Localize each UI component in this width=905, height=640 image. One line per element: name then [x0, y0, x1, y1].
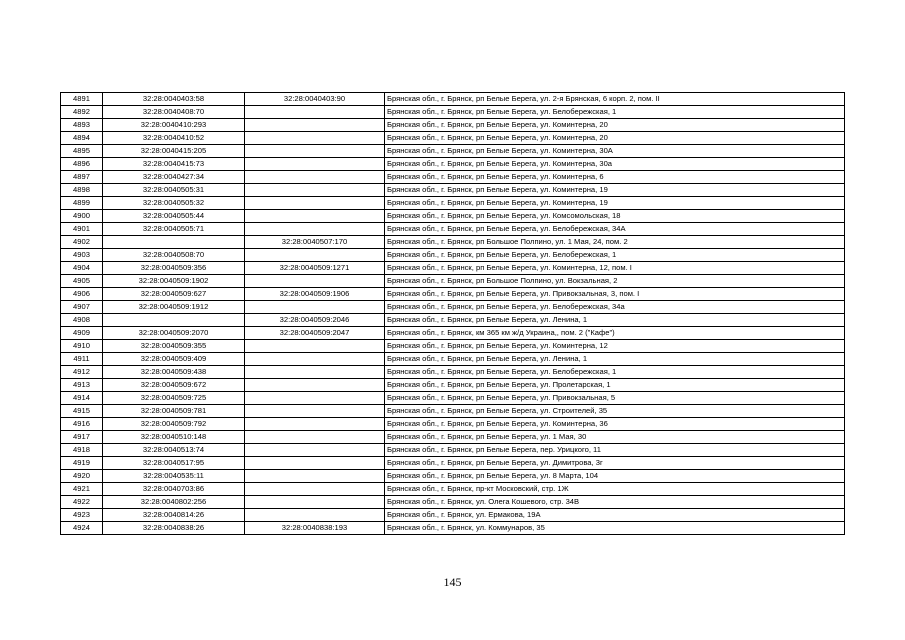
row-number-cell: 4924	[61, 522, 103, 535]
row-number-cell: 4895	[61, 145, 103, 158]
row-number-cell: 4918	[61, 444, 103, 457]
address-cell: Брянская обл., г. Брянск, ул. Ермакова, 19А	[385, 509, 845, 522]
parent-cadastral-number-cell: 32:28:0040509:2046	[245, 314, 385, 327]
row-number-cell: 4897	[61, 171, 103, 184]
page-number: 145	[443, 575, 462, 589]
parent-cadastral-number-cell	[245, 444, 385, 457]
table-row	[61, 405, 845, 418]
parent-cadastral-number-cell	[245, 132, 385, 145]
parent-cadastral-number-cell	[245, 184, 385, 197]
row-number-cell: 4913	[61, 379, 103, 392]
address-cell: Брянская обл., г. Брянск, рп Белые Берега, ул. 2-я Брянская, 6 корп. 2, пом. II	[385, 93, 845, 106]
address-cell: Брянская обл., г. Брянск, рп Белые Берега, ул. Коминтерна, 12, пом. I	[385, 262, 845, 275]
parent-cadastral-number-cell	[245, 457, 385, 470]
row-number-cell: 4922	[61, 496, 103, 509]
cadastral-number-cell: 32:28:0040415:205	[103, 145, 245, 158]
row-number-cell: 4914	[61, 392, 103, 405]
address-cell: Брянская обл., г. Брянск, рп Белые Берега, ул. Привокзальная, 3, пом. I	[385, 288, 845, 301]
row-number-cell: 4917	[61, 431, 103, 444]
address-cell: Брянская обл., г. Брянск, рп Белые Берега, ул. Ленина, 1	[385, 314, 845, 327]
row-number-cell: 4916	[61, 418, 103, 431]
table-row	[61, 171, 845, 184]
cadastral-number-cell: 32:28:0040509:409	[103, 353, 245, 366]
parent-cadastral-number-cell	[245, 405, 385, 418]
table-row	[61, 392, 845, 405]
parent-cadastral-number-cell: 32:28:0040509:2047	[245, 327, 385, 340]
parent-cadastral-number-cell: 32:28:0040403:90	[245, 93, 385, 106]
table-row	[61, 340, 845, 353]
table-row	[61, 288, 845, 301]
table-row	[61, 119, 845, 132]
table-row	[61, 496, 845, 509]
row-number-cell: 4923	[61, 509, 103, 522]
cadastral-number-cell: 32:28:0040410:293	[103, 119, 245, 132]
table-row	[61, 249, 845, 262]
table-row	[61, 444, 845, 457]
address-cell: Брянская обл., г. Брянск, км 365 км ж/д Украина,, пом. 2 ("Кафе")	[385, 327, 845, 340]
row-number-cell: 4891	[61, 93, 103, 106]
table-row	[61, 353, 845, 366]
parent-cadastral-number-cell: 32:28:0040509:1906	[245, 288, 385, 301]
parent-cadastral-number-cell	[245, 509, 385, 522]
row-number-cell: 4921	[61, 483, 103, 496]
parent-cadastral-number-cell	[245, 275, 385, 288]
cadastral-number-cell: 32:28:0040509:2070	[103, 327, 245, 340]
parent-cadastral-number-cell	[245, 379, 385, 392]
address-cell: Брянская обл., г. Брянск, рп Белые Берега, ул. Белобережская, 1	[385, 249, 845, 262]
row-number-cell: 4896	[61, 158, 103, 171]
address-cell: Брянская обл., г. Брянск, рп Белые Берега, ул. Строителей, 35	[385, 405, 845, 418]
parent-cadastral-number-cell	[245, 431, 385, 444]
row-number-cell: 4902	[61, 236, 103, 249]
address-cell: Брянская обл., г. Брянск, рп Белые Берега, ул. 1 Мая, 30	[385, 431, 845, 444]
parent-cadastral-number-cell: 32:28:0040507:170	[245, 236, 385, 249]
parent-cadastral-number-cell	[245, 119, 385, 132]
parent-cadastral-number-cell	[245, 145, 385, 158]
parent-cadastral-number-cell	[245, 210, 385, 223]
row-number-cell: 4893	[61, 119, 103, 132]
row-number-cell: 4894	[61, 132, 103, 145]
row-number-cell: 4906	[61, 288, 103, 301]
row-number-cell: 4903	[61, 249, 103, 262]
address-cell: Брянская обл., г. Брянск, рп Большое Полпино, ул. 1 Мая, 24, пом. 2	[385, 236, 845, 249]
table-row	[61, 184, 845, 197]
row-number-cell: 4910	[61, 340, 103, 353]
cadastral-register-table	[60, 92, 845, 535]
table-row	[61, 509, 845, 522]
address-cell: Брянская обл., г. Брянск, пр-кт Московский, стр. 1Ж	[385, 483, 845, 496]
cadastral-number-cell: 32:28:0040508:70	[103, 249, 245, 262]
parent-cadastral-number-cell	[245, 353, 385, 366]
cadastral-number-cell: 32:28:0040505:32	[103, 197, 245, 210]
address-cell: Брянская обл., г. Брянск, рп Белые Берега, ул. Белобережская, 34А	[385, 223, 845, 236]
address-cell: Брянская обл., г. Брянск, рп Белые Берега, ул. Пролетарская, 1	[385, 379, 845, 392]
address-cell: Брянская обл., г. Брянск, рп Белые Берега, ул. Коминтерна, 36	[385, 418, 845, 431]
row-number-cell: 4912	[61, 366, 103, 379]
address-cell: Брянская обл., г. Брянск, рп Большое Полпино, ул. Вокзальная, 2	[385, 275, 845, 288]
table-row	[61, 106, 845, 119]
table-body	[61, 93, 845, 535]
row-number-cell: 4908	[61, 314, 103, 327]
address-cell: Брянская обл., г. Брянск, рп Белые Берега, пер. Урицкого, 11	[385, 444, 845, 457]
row-number-cell: 4901	[61, 223, 103, 236]
address-cell: Брянская обл., г. Брянск, рп Белые Берега, ул. Коминтерна, 30а	[385, 158, 845, 171]
parent-cadastral-number-cell	[245, 158, 385, 171]
address-cell: Брянская обл., г. Брянск, рп Белые Берега, ул. Коминтерна, 19	[385, 197, 845, 210]
parent-cadastral-number-cell	[245, 301, 385, 314]
cadastral-number-cell: 32:28:0040408:70	[103, 106, 245, 119]
cadastral-number-cell: 32:28:0040509:355	[103, 340, 245, 353]
cadastral-number-cell: 32:28:0040509:725	[103, 392, 245, 405]
row-number-cell: 4892	[61, 106, 103, 119]
parent-cadastral-number-cell	[245, 249, 385, 262]
cadastral-number-cell: 32:28:0040509:1912	[103, 301, 245, 314]
table-row	[61, 327, 845, 340]
cadastral-number-cell	[103, 236, 245, 249]
address-cell: Брянская обл., г. Брянск, рп Белые Берега, ул. Коминтерна, 30А	[385, 145, 845, 158]
table-row	[61, 483, 845, 496]
parent-cadastral-number-cell	[245, 483, 385, 496]
table-row	[61, 431, 845, 444]
parent-cadastral-number-cell: 32:28:0040838:193	[245, 522, 385, 535]
table-row	[61, 93, 845, 106]
table-row	[61, 158, 845, 171]
table-row	[61, 418, 845, 431]
row-number-cell: 4900	[61, 210, 103, 223]
cadastral-number-cell: 32:28:0040403:58	[103, 93, 245, 106]
cadastral-number-cell: 32:28:0040427:34	[103, 171, 245, 184]
table-row	[61, 210, 845, 223]
table-row	[61, 275, 845, 288]
address-cell: Брянская обл., г. Брянск, рп Белые Берега, ул. Коминтерна, 20	[385, 132, 845, 145]
address-cell: Брянская обл., г. Брянск, рп Белые Берега, ул. Белобережская, 1	[385, 106, 845, 119]
row-number-cell: 4907	[61, 301, 103, 314]
table-row	[61, 197, 845, 210]
cadastral-number-cell: 32:28:0040510:148	[103, 431, 245, 444]
cadastral-number-cell: 32:28:0040509:438	[103, 366, 245, 379]
table-row	[61, 522, 845, 535]
cadastral-number-cell: 32:28:0040509:781	[103, 405, 245, 418]
address-cell: Брянская обл., г. Брянск, рп Белые Берега, ул. Коминтерна, 12	[385, 340, 845, 353]
parent-cadastral-number-cell	[245, 470, 385, 483]
address-cell: Брянская обл., г. Брянск, рп Белые Берега, ул. Ленина, 1	[385, 353, 845, 366]
cadastral-number-cell: 32:28:0040415:73	[103, 158, 245, 171]
parent-cadastral-number-cell: 32:28:0040509:1271	[245, 262, 385, 275]
cadastral-number-cell: 32:28:0040505:44	[103, 210, 245, 223]
address-cell: Брянская обл., г. Брянск, рп Белые Берега, ул. Привокзальная, 5	[385, 392, 845, 405]
table-row	[61, 470, 845, 483]
cadastral-number-cell: 32:28:0040509:627	[103, 288, 245, 301]
table-row	[61, 366, 845, 379]
address-cell: Брянская обл., г. Брянск, рп Белые Берега, ул. Белобережская, 1	[385, 366, 845, 379]
parent-cadastral-number-cell	[245, 418, 385, 431]
cadastral-number-cell: 32:28:0040703:86	[103, 483, 245, 496]
cadastral-number-cell: 32:28:0040517:95	[103, 457, 245, 470]
address-cell: Брянская обл., г. Брянск, рп Белые Берега, ул. 8 Марта, 104	[385, 470, 845, 483]
row-number-cell: 4920	[61, 470, 103, 483]
row-number-cell: 4898	[61, 184, 103, 197]
address-cell: Брянская обл., г. Брянск, рп Белые Берега, ул. Коминтерна, 6	[385, 171, 845, 184]
parent-cadastral-number-cell	[245, 392, 385, 405]
table-row	[61, 236, 845, 249]
row-number-cell: 4919	[61, 457, 103, 470]
address-cell: Брянская обл., г. Брянск, рп Белые Берега, ул. Белобережская, 34а	[385, 301, 845, 314]
cadastral-number-cell: 32:28:0040505:71	[103, 223, 245, 236]
parent-cadastral-number-cell	[245, 106, 385, 119]
cadastral-number-cell: 32:28:0040509:672	[103, 379, 245, 392]
cadastral-number-cell: 32:28:0040505:31	[103, 184, 245, 197]
cadastral-number-cell: 32:28:0040513:74	[103, 444, 245, 457]
cadastral-number-cell	[103, 314, 245, 327]
parent-cadastral-number-cell	[245, 197, 385, 210]
table-row	[61, 145, 845, 158]
row-number-cell: 4899	[61, 197, 103, 210]
cadastral-number-cell: 32:28:0040838:26	[103, 522, 245, 535]
table-row	[61, 262, 845, 275]
cadastral-number-cell: 32:28:0040509:792	[103, 418, 245, 431]
table-row	[61, 301, 845, 314]
address-cell: Брянская обл., г. Брянск, рп Белые Берега, ул. Димитрова, 3г	[385, 457, 845, 470]
row-number-cell: 4905	[61, 275, 103, 288]
address-cell: Брянская обл., г. Брянск, ул. Коммунаров, 35	[385, 522, 845, 535]
table-row	[61, 132, 845, 145]
row-number-cell: 4904	[61, 262, 103, 275]
address-cell: Брянская обл., г. Брянск, рп Белые Берега, ул. Коминтерна, 20	[385, 119, 845, 132]
cadastral-number-cell: 32:28:0040535:11	[103, 470, 245, 483]
table-row	[61, 379, 845, 392]
cadastral-number-cell: 32:28:0040814:26	[103, 509, 245, 522]
cadastral-number-cell: 32:28:0040802:256	[103, 496, 245, 509]
address-cell: Брянская обл., г. Брянск, рп Белые Берега, ул. Комсомольская, 18	[385, 210, 845, 223]
cadastral-number-cell: 32:28:0040509:1902	[103, 275, 245, 288]
table-row	[61, 223, 845, 236]
table-row	[61, 457, 845, 470]
address-cell: Брянская обл., г. Брянск, ул. Олега Кошевого, стр. 34В	[385, 496, 845, 509]
parent-cadastral-number-cell	[245, 496, 385, 509]
cadastral-number-cell: 32:28:0040509:356	[103, 262, 245, 275]
parent-cadastral-number-cell	[245, 340, 385, 353]
parent-cadastral-number-cell	[245, 366, 385, 379]
row-number-cell: 4911	[61, 353, 103, 366]
row-number-cell: 4915	[61, 405, 103, 418]
cadastral-number-cell: 32:28:0040410:52	[103, 132, 245, 145]
address-cell: Брянская обл., г. Брянск, рп Белые Берега, ул. Коминтерна, 19	[385, 184, 845, 197]
parent-cadastral-number-cell	[245, 171, 385, 184]
table-row	[61, 314, 845, 327]
parent-cadastral-number-cell	[245, 223, 385, 236]
row-number-cell: 4909	[61, 327, 103, 340]
